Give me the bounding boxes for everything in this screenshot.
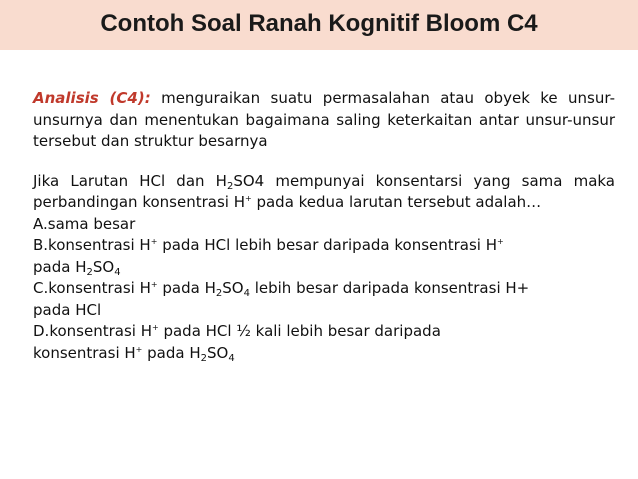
option-text: pada H <box>157 279 216 297</box>
subscript: 4 <box>243 288 250 299</box>
option-text: lebih besar daripada konsentrasi H+ <box>249 279 530 297</box>
question-text: SO4 mempunyai konsentarsi yang sama maka perbandingan konsentrasi H <box>33 171 615 211</box>
definition-text: menguraikan suatu permasalahan atau obyek ke unsur-unsurnya dan menentukan bagaimana saling keterkaitan antar unsur-unsur tersebut dan struktur besarnya <box>33 89 615 150</box>
superscript: + <box>151 323 159 332</box>
subscript: 2 <box>86 266 93 278</box>
superscript: + <box>150 280 158 289</box>
superscript: + <box>244 194 252 203</box>
question-text: pada kedua larutan tersebut adalah… <box>251 193 542 211</box>
option-text: pada H <box>142 343 201 362</box>
superscript: + <box>497 237 504 246</box>
option-c-cont: pada HCl <box>33 300 102 319</box>
option-text: C.konsentrasi H <box>33 279 151 297</box>
slide-content <box>33 88 615 364</box>
slide-title: Contoh Soal Ranah Kognitif Bloom C4 <box>100 10 538 37</box>
option-text: pada H <box>33 257 87 276</box>
definition-paragraph <box>33 88 615 153</box>
option-b-cont <box>33 257 615 279</box>
spacer <box>33 153 615 171</box>
subscript: 2 <box>226 180 234 192</box>
subscript: 2 <box>215 288 223 299</box>
subscript: 4 <box>228 352 235 364</box>
option-text: SO <box>222 279 244 297</box>
option-text: SO <box>206 343 229 362</box>
option-d <box>33 321 615 343</box>
subscript: 4 <box>114 266 121 278</box>
option-text: D.konsentrasi H <box>33 322 152 340</box>
option-text: pada HCl ½ kali lebih besar daripada <box>158 322 441 340</box>
option-text: B.konsentrasi H <box>33 236 151 254</box>
option-text: SO <box>92 257 115 276</box>
option-a: A.sama besar <box>33 214 136 233</box>
option-text: konsentrasi H <box>33 343 136 362</box>
option-b <box>33 235 615 257</box>
question-paragraph <box>33 171 615 214</box>
question-text: Jika Larutan HCl dan H <box>33 171 227 190</box>
option-text: pada HCl lebih besar daripada konsentrasi H <box>157 236 498 254</box>
option-d-cont <box>33 343 615 365</box>
subscript: 2 <box>200 352 207 364</box>
superscript: + <box>150 237 158 246</box>
superscript: + <box>135 344 143 354</box>
option-c <box>33 278 615 300</box>
definition-label: Analisis (C4): <box>33 89 151 107</box>
